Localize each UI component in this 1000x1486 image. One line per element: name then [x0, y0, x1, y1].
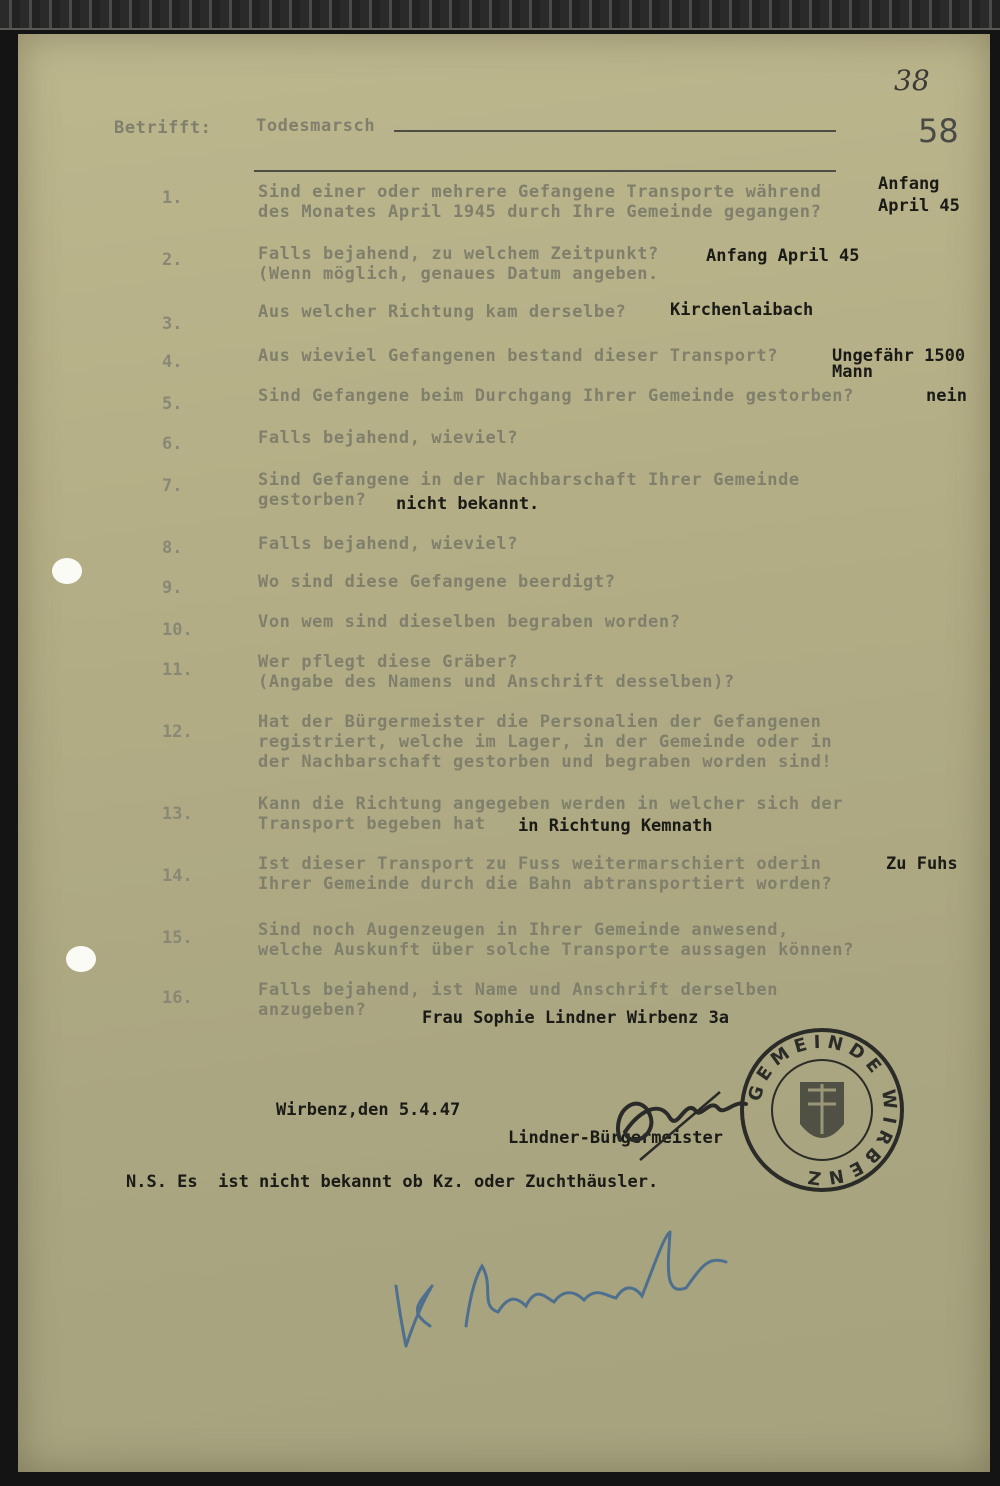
- question-number: 8.: [162, 538, 183, 558]
- question-text: Kann die Richtung angegeben werden in welcher sich der: [258, 794, 844, 814]
- question-text: welche Auskunft über solche Transporte aussagen können?: [258, 940, 854, 960]
- question-number: 7.: [162, 476, 183, 496]
- folio-number: 58: [918, 112, 959, 150]
- question-text: Falls bejahend, wieviel?: [258, 534, 519, 554]
- question-text: Wer pflegt diese Gräber?: [258, 652, 519, 672]
- answer-text: Kirchenlaibach: [670, 300, 814, 320]
- question-text: anzugeben?: [258, 1000, 367, 1020]
- question-number: 14.: [162, 866, 193, 886]
- subject-underline: [394, 130, 836, 132]
- place-date: Wirbenz,den 5.4.47: [276, 1100, 461, 1120]
- answer-text: Ungefähr 1500: [832, 346, 966, 366]
- question-number: 12.: [162, 722, 193, 742]
- answer-text: Mann: [832, 362, 873, 382]
- question-number: 13.: [162, 804, 193, 824]
- question-number: 11.: [162, 660, 193, 680]
- answer-text: Anfang April 45: [706, 246, 860, 266]
- question-number: 4.: [162, 352, 183, 372]
- question-text: Falls bejahend, ist Name und Anschrift derselben: [258, 980, 779, 1000]
- question-text: gestorben?: [258, 490, 367, 510]
- question-text: des Monates April 1945 durch Ihre Gemeinde gegangen?: [258, 202, 822, 222]
- question-number: 15.: [162, 928, 193, 948]
- question-number: 6.: [162, 434, 183, 454]
- question-text: Transport begeben hat: [258, 814, 486, 834]
- question-text: Ihrer Gemeinde durch die Bahn abtransportiert worden?: [258, 874, 833, 894]
- folio-pencil: 38: [894, 64, 930, 97]
- answer-text: Frau Sophie Lindner Wirbenz 3a: [422, 1008, 730, 1028]
- question-text: Von wem sind dieselben begraben worden?: [258, 612, 681, 632]
- question-text: Sind einer oder mehrere Gefangene Transporte während: [258, 182, 822, 202]
- answer-text: Zu Fuhs: [886, 854, 958, 874]
- question-text: Aus wieviel Gefangenen bestand dieser Transport?: [258, 346, 779, 366]
- question-text: Falls bejahend, wieviel?: [258, 428, 519, 448]
- question-number: 5.: [162, 394, 183, 414]
- answer-text: in Richtung Kemnath: [518, 816, 713, 836]
- question-text: Ist dieser Transport zu Fuss weitermarschiert oderin: [258, 854, 822, 874]
- answer-text: Anfang: [878, 174, 940, 194]
- question-number: 2.: [162, 250, 183, 270]
- punch-hole-top: [52, 558, 82, 584]
- subject-value: Todesmarsch: [256, 116, 376, 136]
- subject-label: Betrifft:: [114, 118, 212, 138]
- question-text: (Angabe des Namens und Anschrift desselben)?: [258, 672, 735, 692]
- blue-handwritten-note: [386, 1226, 746, 1366]
- question-text: Wo sind diese Gefangene beerdigt?: [258, 572, 616, 592]
- municipal-stamp: [736, 1024, 908, 1196]
- question-text: Sind noch Augenzeugen in Ihrer Gemeinde anwesend,: [258, 920, 789, 940]
- question-text: Aus welcher Richtung kam derselbe?: [258, 302, 627, 322]
- question-text: Falls bejahend, zu welchem Zeitpunkt?: [258, 244, 659, 264]
- question-number: 16.: [162, 988, 193, 1008]
- question-text: (Wenn möglich, genaues Datum angeben.: [258, 264, 659, 284]
- question-text: Hat der Bürgermeister die Personalien der Gefangenen: [258, 712, 822, 732]
- question-text: Sind Gefangene beim Durchgang Ihrer Gemeinde gestorben?: [258, 386, 854, 406]
- signatory: Lindner-Bürgermeister: [508, 1128, 723, 1148]
- subject-separator: [254, 170, 836, 172]
- mayor-signature: [600, 1070, 750, 1180]
- answer-text: nein: [926, 386, 967, 406]
- question-text: Sind Gefangene in der Nachbarschaft Ihrer Gemeinde: [258, 470, 800, 490]
- question-number: 1.: [162, 188, 183, 208]
- question-number: 9.: [162, 578, 183, 598]
- question-text: registriert, welche im Lager, in der Gemeinde oder in: [258, 732, 833, 752]
- stamp-text: GEMEINDE WIRBENZ: [744, 1031, 901, 1189]
- question-number: 3.: [162, 314, 183, 334]
- punch-hole-bottom: [66, 946, 96, 972]
- film-edge: [0, 0, 1000, 30]
- document-page: [18, 34, 990, 1472]
- question-text: der Nachbarschaft gestorben und begraben worden sind!: [258, 752, 833, 772]
- postscript-note: N.S. Es ist nicht bekannt ob Kz. oder Zuchthäusler.: [126, 1172, 659, 1192]
- answer-text: April 45: [878, 196, 960, 216]
- answer-text: nicht bekannt.: [396, 494, 540, 514]
- question-number: 10.: [162, 620, 193, 640]
